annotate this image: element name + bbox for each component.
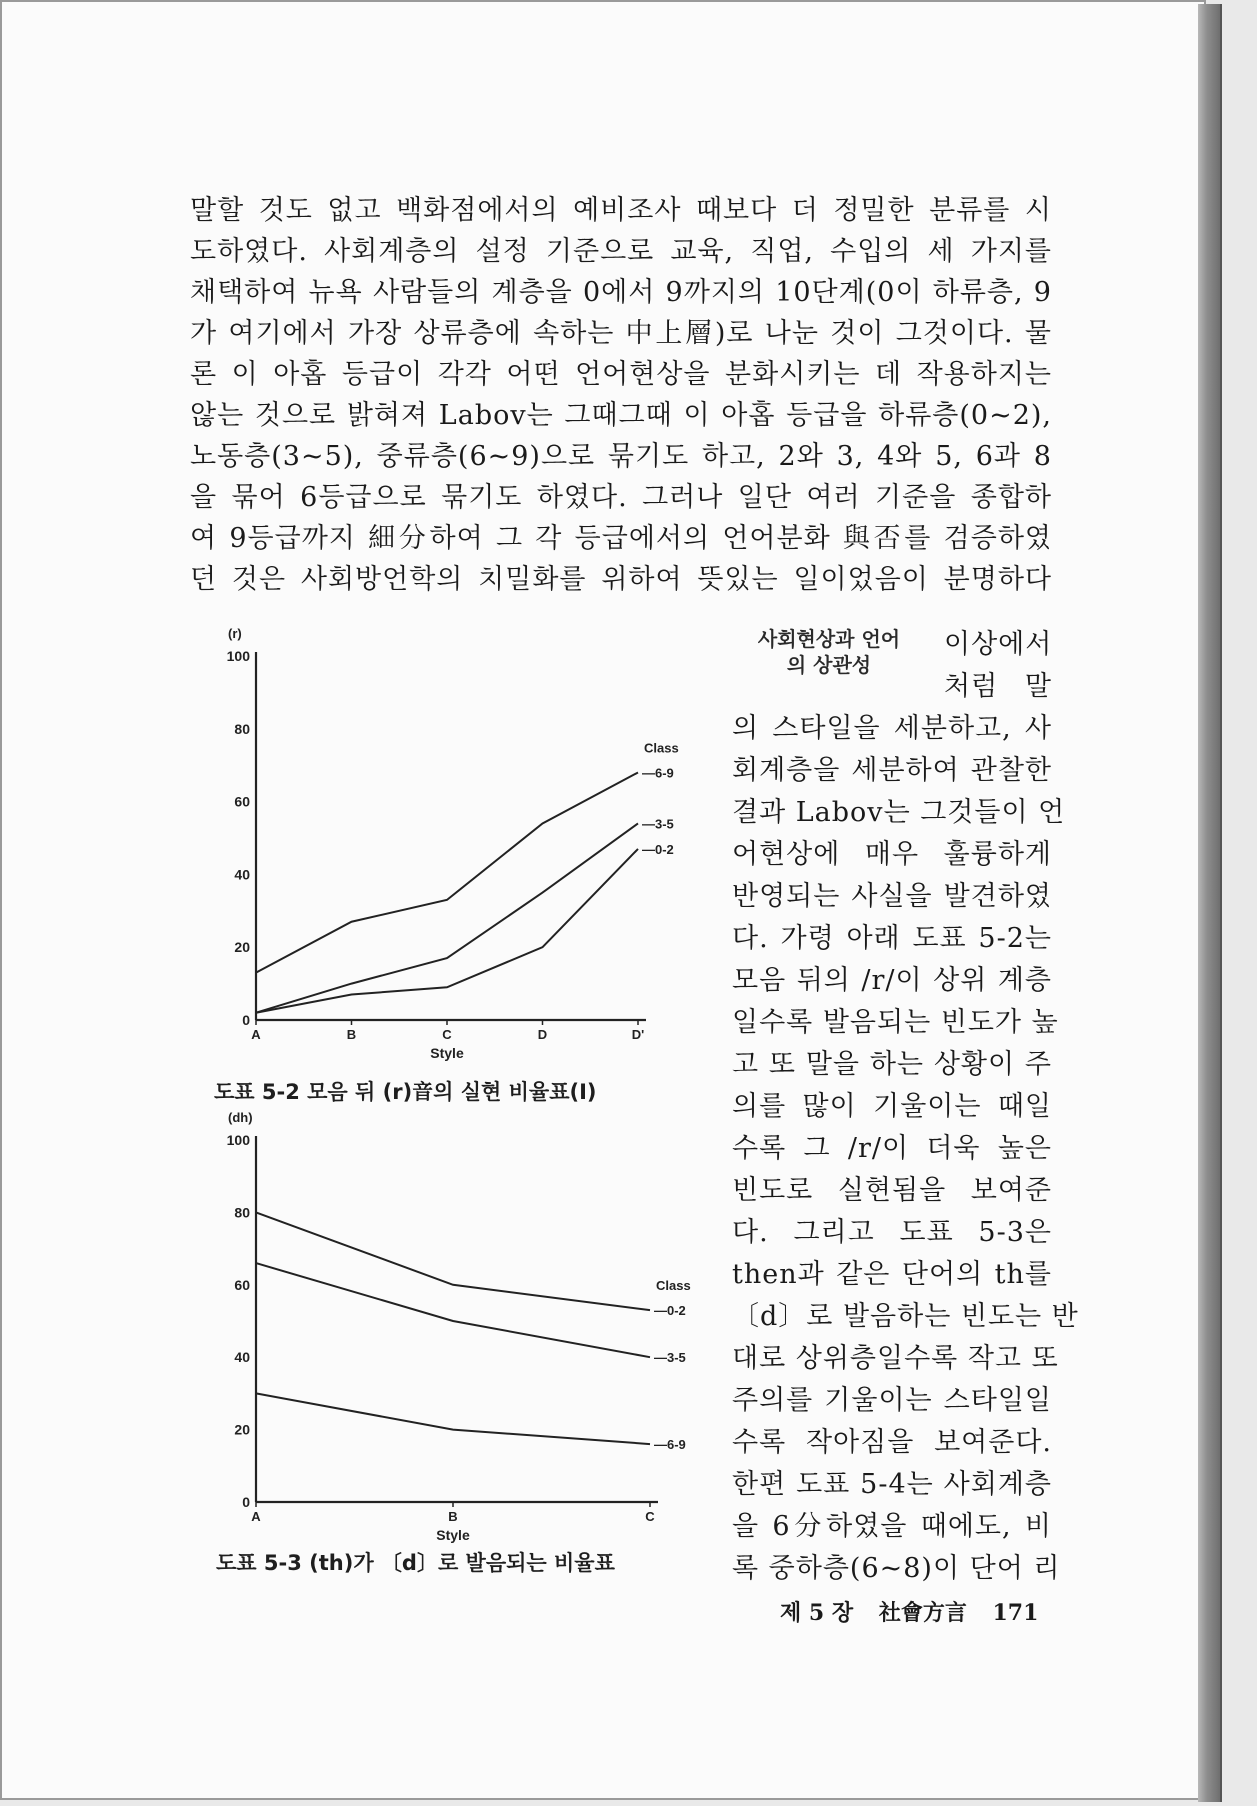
y-tick-label: 60: [234, 793, 250, 810]
right-line: 의를 많이 기울이는 때일: [732, 1091, 1052, 1122]
right-line: then과 같은 단어의 th를: [732, 1259, 1052, 1290]
y-axis-label: (r): [228, 626, 242, 641]
x-tick-label: C: [442, 1027, 452, 1042]
caption-fig-5-3: 도표 5-3 (th)가 〔d〕로 발음되는 비율표: [216, 1551, 615, 1575]
right-line: 일수록 발음되는 빈도가 높: [732, 1007, 1059, 1038]
chart-fig-5-2-svg: [220, 622, 700, 1072]
chart-fig-5-3: [220, 1106, 700, 1550]
right-line: 록 중하층(6~8)이 단어 리: [732, 1553, 1061, 1584]
right-line: 대로 상위층일수록 작고 또: [732, 1343, 1059, 1374]
right-line: 빈도로 실현됨을 보여준: [732, 1175, 1052, 1206]
x-axis-label: Style: [430, 1045, 464, 1061]
series-line-0-2: [256, 849, 638, 1013]
right-line: 의 스타일을 세분하고, 사: [732, 713, 1052, 744]
right-line: 반영되는 사실을 발견하였: [732, 881, 1052, 912]
x-axis-label: Style: [436, 1527, 470, 1543]
right-line: 수록 그 /r/이 더욱 높은: [732, 1133, 1052, 1164]
y-tick-label: 0: [242, 1012, 250, 1028]
page-edge: [1198, 4, 1222, 1802]
y-tick-label: 20: [234, 1421, 250, 1438]
right-line: 〔d〕로 발음하는 빈도는 반: [732, 1301, 1079, 1332]
right-column-text: [732, 624, 1079, 1590]
right-line: 수록 작아짐을 보여준다.: [732, 1427, 1052, 1458]
legend-title: Class: [644, 740, 679, 756]
x-tick-label: B: [346, 1027, 357, 1042]
right-line: 어현상에 매우 훌륭하게: [732, 839, 1052, 870]
caption-fig-5-2: 도표 5-2 모음 뒤 (r)音의 실현 비율표(Ⅰ): [214, 1080, 597, 1104]
series-line-3-5: [256, 823, 638, 1012]
x-tick-label: A: [251, 1509, 261, 1524]
series-line-6-9: [256, 772, 638, 972]
chart-fig-5-2: [220, 622, 700, 1076]
right-line: 모음 뒤의 /r/이 상위 계층: [732, 965, 1052, 996]
y-tick-label: 60: [234, 1276, 250, 1293]
body-line: 가 여기에서 가장 상류층에 속하는 中上層)로 나눈 것이 그것이다. 물: [190, 318, 1052, 349]
body-line: 않는 것으로 밝혀져 Labov는 그때그때 이 아홉 등급을 하류층(0~2),: [190, 400, 1052, 431]
right-line: 을 6分하였을 때에도, 비: [732, 1511, 1052, 1542]
body-line: 여 9등급까지 細分하여 그 각 등급에서의 언어분화 與否를 검증하였: [190, 523, 1052, 554]
x-tick-label: C: [645, 1509, 655, 1524]
footer-title: 社會方言: [878, 1600, 967, 1626]
y-tick-label: 20: [234, 939, 250, 956]
page-number: 171: [992, 1600, 1039, 1626]
right-line: 회계층을 세분하여 관찰한: [732, 755, 1052, 786]
footer-chapter: 제 5 장: [780, 1600, 854, 1626]
y-tick-label: 100: [226, 1132, 250, 1148]
body-line: 노동층(3~5), 중류층(6~9)으로 묶기도 하고, 2와 3, 4와 5, 6과 8: [190, 441, 1052, 472]
body-line: 을 묶어 6등급으로 묶기도 하였다. 그러나 일단 여러 기준을 종합하: [190, 482, 1052, 513]
series-label: —3-5: [642, 816, 674, 832]
body-line: 채택하여 뉴욕 사람들의 계층을 0에서 9까지의 10단계(0이 하류층, 9: [190, 277, 1052, 308]
y-tick-label: 80: [234, 1204, 250, 1221]
page-footer: [780, 1596, 1056, 1627]
right-line: 다. 그리고 도표 5-3은: [732, 1217, 1052, 1248]
body-line: 론 이 아홉 등급이 각각 어떤 언어현상을 분화시키는 데 작용하지는: [190, 359, 1052, 390]
right-line: 이상에서: [944, 629, 1053, 660]
body-line: 말할 것도 없고 백화점에서의 예비조사 때보다 더 정밀한 분류를 시: [190, 195, 1052, 226]
x-tick-label: D: [537, 1027, 548, 1042]
series-line-6-9: [256, 1393, 650, 1444]
right-line: 주의를 기울이는 스타일일: [732, 1385, 1052, 1416]
x-tick-label: D': [631, 1027, 645, 1042]
series-label: —0-2: [654, 1303, 686, 1319]
right-line: 고 또 말을 하는 상황이 주: [732, 1049, 1052, 1080]
series-label: —6-9: [654, 1437, 686, 1453]
chart-fig-5-3-svg: [220, 1106, 700, 1546]
series-label: —3-5: [654, 1350, 686, 1366]
body-line: 던 것은 사회방언학의 치밀화를 위하여 뜻있는 일이었음이 분명하다: [190, 564, 1052, 595]
series-line-0-2: [256, 1212, 650, 1310]
body-paragraph: [190, 190, 1052, 600]
right-line: 결과 Labov는 그것들이 언: [732, 797, 1066, 828]
y-tick-label: 100: [226, 648, 250, 664]
y-tick-label: 0: [242, 1494, 250, 1510]
y-axis-label: (dh): [228, 1110, 253, 1125]
right-line: 한편 도표 5-4는 사회계층: [732, 1469, 1052, 1500]
side-heading: 사회현상과 언어의 상관성: [757, 627, 901, 677]
right-line: 다. 가령 아래 도표 5-2는: [732, 923, 1052, 954]
right-line: 처럼 말: [944, 671, 1052, 702]
series-line-3-5: [256, 1263, 650, 1357]
y-tick-label: 40: [234, 866, 250, 883]
x-tick-label: A: [251, 1027, 261, 1042]
body-line: 도하였다. 사회계층의 설정 기준으로 교육, 직업, 수입의 세 가지를: [190, 236, 1052, 267]
series-label: —0-2: [642, 841, 674, 857]
legend-title: Class: [656, 1278, 691, 1294]
y-tick-label: 40: [234, 1349, 250, 1366]
series-label: —6-9: [642, 765, 674, 781]
y-tick-label: 80: [234, 720, 250, 737]
x-tick-label: B: [448, 1509, 458, 1524]
